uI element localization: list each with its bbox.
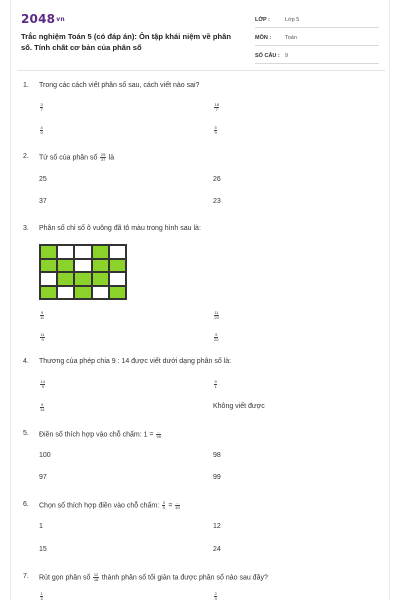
meta-row-subject: MÔN : Toán bbox=[255, 32, 379, 46]
unshaded-square bbox=[57, 245, 74, 259]
shaded-square bbox=[109, 259, 126, 273]
fraction: $\frac{25}{37}$ bbox=[100, 152, 106, 162]
fraction: $\frac{9}{1}$ bbox=[214, 379, 217, 389]
fraction: $\frac{...}{99}$ bbox=[156, 429, 161, 439]
fraction: $\frac{12}{18}$ bbox=[93, 572, 99, 582]
site-logo[interactable]: 2048vn bbox=[21, 12, 65, 26]
unshaded-square bbox=[40, 272, 57, 286]
meta-row-question-count: SỐ CÂU : 9 bbox=[255, 50, 379, 64]
question-5-option-a[interactable]: 100 bbox=[39, 452, 51, 459]
question-4-option-b[interactable] bbox=[213, 380, 218, 389]
shaded-square bbox=[40, 259, 57, 273]
question-7-option-b[interactable] bbox=[213, 592, 218, 600]
shaded-square bbox=[92, 272, 109, 286]
question-5-option-d[interactable]: 99 bbox=[213, 474, 221, 481]
shaded-square bbox=[40, 245, 57, 259]
shaded-square bbox=[92, 259, 109, 273]
unshaded-square bbox=[74, 259, 91, 273]
unshaded-square bbox=[92, 286, 109, 300]
fraction: $\frac{9}{20}$ bbox=[214, 332, 219, 342]
question-6-option-b[interactable]: 12 bbox=[213, 523, 221, 530]
question-2-option-d[interactable]: 23 bbox=[213, 198, 221, 205]
shaded-square bbox=[92, 245, 109, 259]
fraction: $\frac{2}{3}$ bbox=[214, 591, 217, 600]
question-3-option-b[interactable] bbox=[213, 311, 220, 320]
unshaded-square bbox=[109, 245, 126, 259]
question-3-option-c[interactable] bbox=[39, 333, 46, 342]
question-1-option-c[interactable] bbox=[39, 126, 44, 135]
question-4-option-a[interactable] bbox=[39, 380, 46, 389]
worksheet-meta bbox=[255, 14, 379, 68]
question-2-option-c[interactable]: 37 bbox=[39, 198, 47, 205]
fraction: $\frac{3}{7}$ bbox=[40, 102, 43, 112]
shaded-square bbox=[74, 272, 91, 286]
worksheet-page: 2048vn Trắc nghiệm Toán 5 (có đáp án): Ôn tập khái niệm về phân số. Tính chất cơ bản của phân số LỚP : Lớp 5 MÔN : Toán SỐ CÂU : 9 1. Trong các cách viết phân số sau, cách viết nào sai? $\frac{3}{7}$ $\frac{18}{7}$ $\frac{4}{0}$ $\frac{5}{9}$ 2. Tử số của phân số $\frac{25}{37}$ là 25 26 37 23 3. Phân số chỉ số ô vuông đã tô màu trong hình sau là: $\frac{9}{11}$ $\frac{11}{20}$ $\frac{11}{9}$ $\frac{9}{20}$ 4. Thương của phép chia 9 : 14 được viết dưới dạng phân số là: $\frac{14}{9}$ $\frac{9}{1}$ $\frac{9}{14}$ Không viết được 5. Điền số thích hợp vào chỗ chấm: 1 = $\frac{...}{99}$ 100 98 97 99 6. Chọn số thích hợp điền vào chỗ chấm: $\frac{3}{5}$ = $\frac{...}{40}$ 1 12 15 24 7. Rút gọn phân số $\frac{12}{18}$ thành phân số tối giản ta được phân số nào sau đây? $\frac{1}{3}$ $\frac{2}{3}$ bbox=[10, 0, 390, 600]
question-6-option-a[interactable]: 1 bbox=[39, 523, 43, 530]
question-1-option-b[interactable] bbox=[213, 103, 220, 112]
question-5-option-b[interactable]: 98 bbox=[213, 452, 221, 459]
unshaded-square bbox=[57, 286, 74, 300]
fraction: $\frac{11}{20}$ bbox=[214, 310, 219, 320]
question-4-option-c[interactable] bbox=[39, 403, 45, 412]
shaded-square bbox=[57, 259, 74, 273]
page-title: Trắc nghiệm Toán 5 (có đáp án): Ôn tập khái niệm về phân số. Tính chất cơ bản của phân số bbox=[21, 32, 231, 52]
question-3-option-a[interactable] bbox=[39, 311, 45, 320]
fraction: $\frac{1}{3}$ bbox=[40, 591, 43, 600]
fraction: $\frac{5}{9}$ bbox=[214, 125, 217, 135]
fraction: $\frac{18}{7}$ bbox=[214, 102, 219, 112]
fraction: $\frac{9}{11}$ bbox=[40, 310, 45, 320]
unshaded-square bbox=[74, 245, 91, 259]
question-3-option-d[interactable] bbox=[213, 333, 219, 342]
question-1-option-a[interactable] bbox=[39, 103, 44, 112]
fraction: $\frac{14}{9}$ bbox=[40, 379, 45, 389]
unshaded-square bbox=[109, 272, 126, 286]
shaded-grid-figure bbox=[39, 244, 127, 300]
fraction: $\frac{9}{14}$ bbox=[40, 402, 45, 412]
question-5-option-c[interactable]: 97 bbox=[39, 474, 47, 481]
worksheet-header bbox=[11, 0, 391, 64]
question-2-option-a[interactable]: 25 bbox=[39, 176, 47, 183]
question-2-option-b[interactable]: 26 bbox=[213, 176, 221, 183]
fraction: $\frac{3}{5}$ bbox=[162, 500, 165, 510]
question-6-option-d[interactable]: 24 bbox=[213, 546, 221, 553]
question-7-option-a[interactable] bbox=[39, 592, 44, 600]
fraction: $\frac{11}{9}$ bbox=[40, 332, 45, 342]
shaded-square bbox=[57, 272, 74, 286]
shaded-square bbox=[74, 286, 91, 300]
question-4-option-d[interactable]: Không viết được bbox=[213, 403, 265, 410]
fraction: $\frac{...}{40}$ bbox=[175, 500, 180, 510]
fraction: $\frac{4}{0}$ bbox=[40, 125, 43, 135]
question-6-option-c[interactable]: 15 bbox=[39, 546, 47, 553]
header-divider bbox=[17, 70, 385, 71]
shaded-square bbox=[109, 286, 126, 300]
meta-row-class: LỚP : Lớp 5 bbox=[255, 14, 379, 28]
shaded-square bbox=[40, 286, 57, 300]
question-1-option-d[interactable] bbox=[213, 126, 218, 135]
